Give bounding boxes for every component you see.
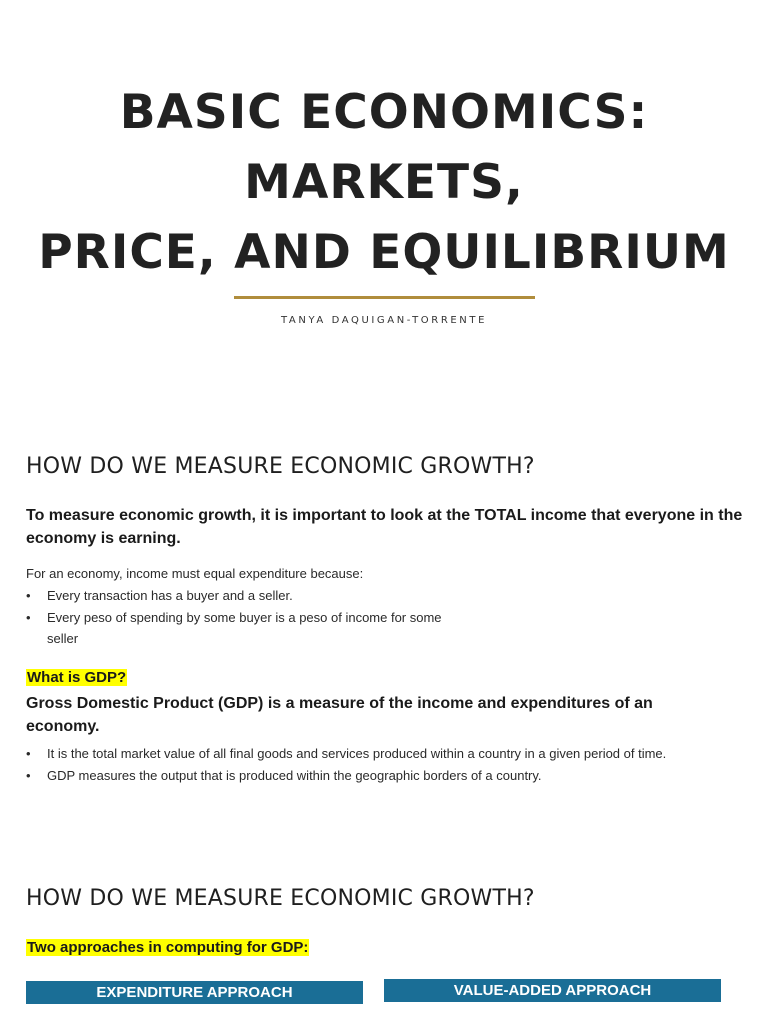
list-item bbox=[26, 765, 726, 787]
main-title-line-1: BASIC ECONOMICS: MARKETS, bbox=[119, 85, 649, 210]
gdp-definition: Gross Domestic Product (GDP) is a measure of the income and expenditures of an economy. bbox=[26, 695, 653, 735]
bullet-icon: • bbox=[26, 767, 31, 783]
main-title bbox=[0, 78, 768, 288]
gdp-question bbox=[26, 667, 127, 689]
list-item-text: GDP measures the output that is produced within the geographic borders of a country. bbox=[47, 767, 542, 783]
value-added-approach-box: VALUE-ADDED APPROACH bbox=[384, 979, 721, 1002]
list-item-text: Every peso of spending by some buyer is a peso of income for some seller bbox=[47, 609, 442, 646]
title-slide bbox=[0, 0, 768, 410]
section-heading: HOW DO WE MEASURE ECONOMIC GROWTH? bbox=[26, 454, 535, 479]
highlighted-label: Two approaches in computing for GDP: bbox=[27, 939, 309, 956]
list-item-text: Every transaction has a buyer and a seller. bbox=[47, 588, 293, 603]
bullet-icon: • bbox=[26, 746, 31, 761]
author-name: TANYA DAQUIGAN-TORRENTE bbox=[281, 315, 487, 326]
expenditure-approach-box: EXPENDITURE APPROACH bbox=[26, 981, 363, 1004]
intro-text: For an economy, income must equal expenditure because: bbox=[26, 566, 364, 581]
bullet-list bbox=[26, 585, 466, 650]
approaches-slide bbox=[0, 874, 768, 1024]
list-item-text: It is the total market value of all final goods and services produced within a country in a given period of time. bbox=[47, 746, 667, 761]
section-heading: HOW DO WE MEASURE ECONOMIC GROWTH? bbox=[26, 886, 535, 911]
bullet-icon: • bbox=[26, 609, 31, 625]
gdp-slide bbox=[0, 440, 768, 830]
title-divider bbox=[234, 296, 535, 299]
list-item bbox=[26, 607, 466, 650]
lead-text: To measure economic growth, it is important to look at the TOTAL income that everyone in the economy is earning. bbox=[26, 507, 743, 547]
approaches-label bbox=[26, 937, 309, 959]
list-item bbox=[26, 585, 466, 607]
highlighted-question: What is GDP? bbox=[27, 669, 127, 686]
list-item bbox=[26, 743, 726, 765]
bullet-icon: • bbox=[26, 588, 31, 603]
main-title-line-2: PRICE, AND EQUILIBRIUM bbox=[38, 225, 730, 280]
bullet-list bbox=[26, 743, 726, 786]
